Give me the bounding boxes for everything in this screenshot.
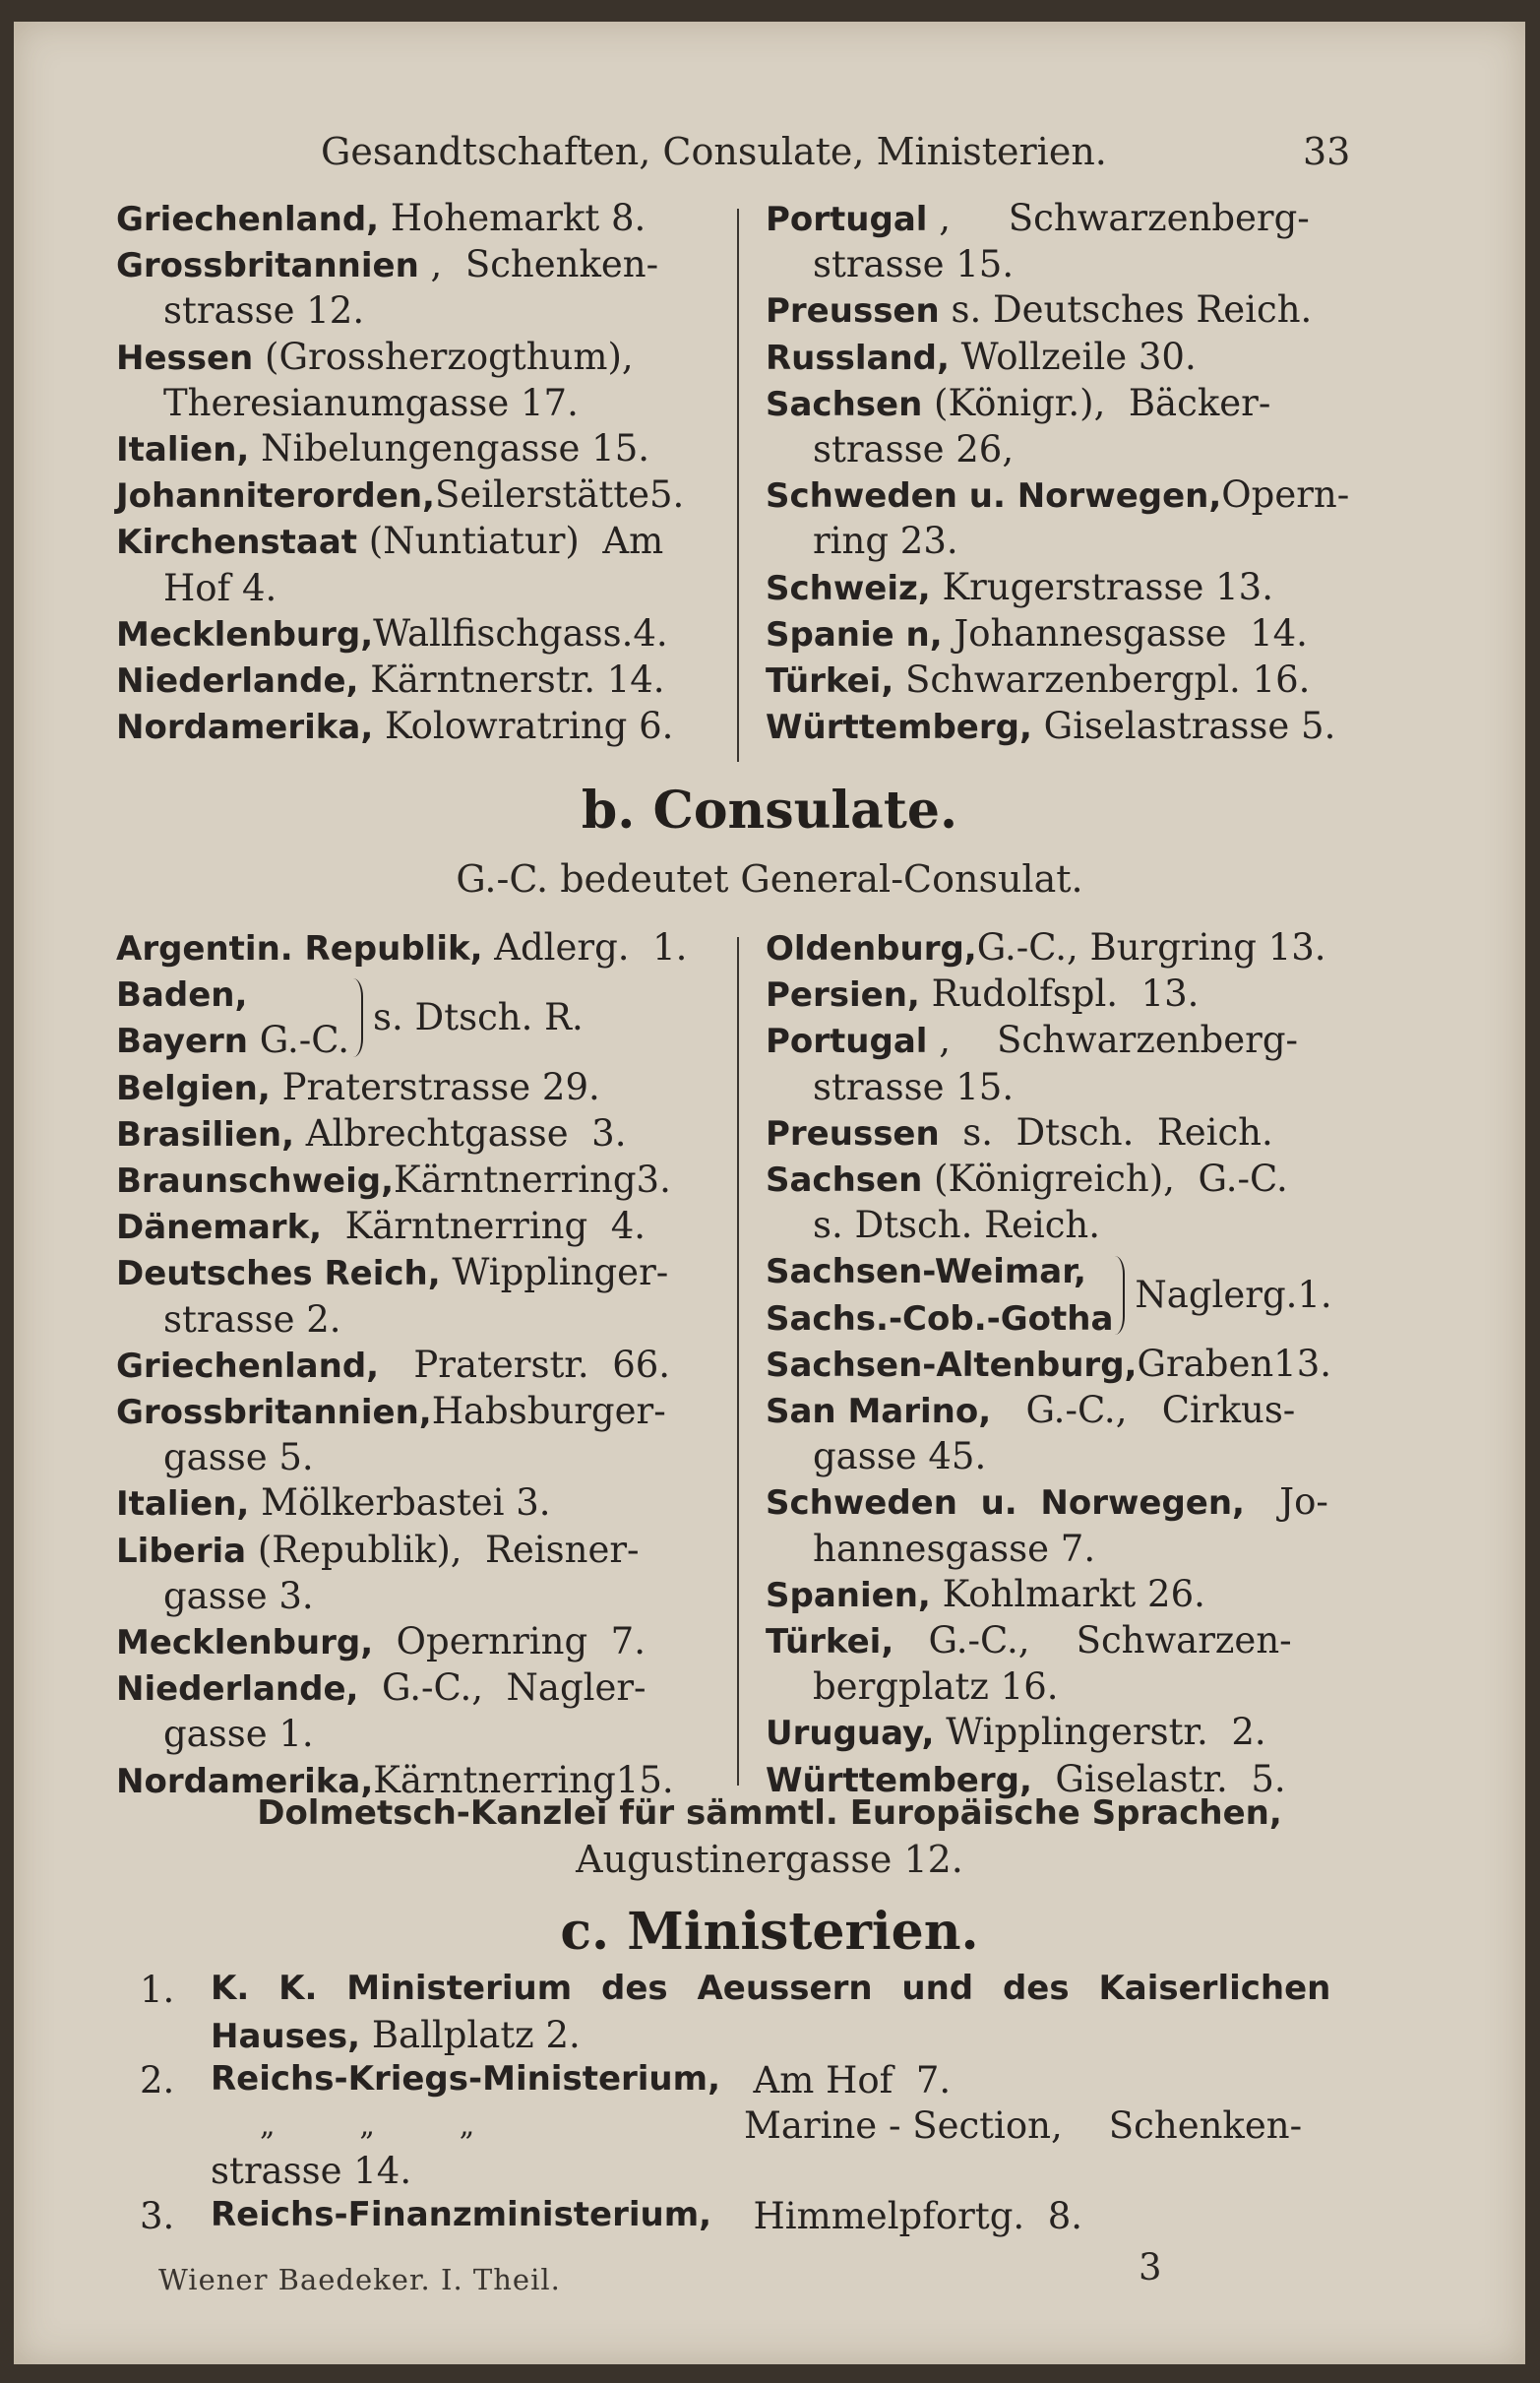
directory-entry (116, 1204, 726, 1250)
entry-name: Argentin. Republik, (116, 929, 483, 969)
directory-entry (116, 335, 726, 426)
entry-text: Johannesgasse 14. (942, 611, 1308, 655)
directory-entry (766, 925, 1376, 972)
directory-entry (116, 1065, 726, 1111)
entry-text: (Königr.), Bäcker- (922, 381, 1271, 424)
directory-entry (766, 335, 1376, 381)
entry-name: Brasilien, (116, 1114, 295, 1155)
entry-name: Württemberg, (766, 1760, 1032, 1800)
entry-text: G.-C., Cirkus- (991, 1389, 1296, 1432)
entry-name: Spanie n, (766, 614, 943, 655)
directory-entry (766, 1479, 1376, 1571)
directory-entry (766, 287, 1376, 334)
sheet-number: 3 (1139, 2246, 1162, 2289)
dolmetsch-address: Augustinergasse 12. (576, 1838, 963, 1881)
directory-entry (116, 1250, 726, 1342)
directory-entry (766, 1710, 1376, 1756)
consulate-brace-entry (766, 1248, 1332, 1341)
brace-reference: s. Dtsch. R. (373, 996, 584, 1039)
entry-text: Giselastrasse 5. (1031, 705, 1336, 748)
entry-text: Nibelungengasse 15. (249, 427, 650, 470)
directory-entry (766, 704, 1376, 750)
entry-name: Sachs.-Cob.-Gotha (766, 1298, 1114, 1339)
entry-name: Sachsen (766, 384, 923, 424)
entry-text: s. Deutsches Reich. (939, 288, 1313, 332)
entry-name: Türkei, (766, 1622, 894, 1662)
directory-entry (116, 1480, 726, 1527)
brace-reference: Naglerg.1. (1135, 1273, 1332, 1316)
entry-text: G.-C., Schwarzen- (893, 1619, 1292, 1662)
ministerium-item-continuation (211, 2014, 581, 2056)
directory-entry (766, 1388, 1376, 1479)
entry-name: Liberia (116, 1531, 247, 1571)
entry-text: Praterstr. 66. (379, 1343, 671, 1386)
directory-entry (116, 519, 726, 610)
entry-text: Adlerg. 1. (482, 926, 688, 969)
entry-text: s. Dtsch. Reich. (939, 1110, 1273, 1154)
entry-name: Belgien, (116, 1068, 271, 1108)
entry-continuation: gasse 5. (163, 1436, 314, 1479)
column-divider (737, 209, 739, 762)
entry-name: Türkei, (766, 661, 894, 702)
entry-text: Marine - Section, Schenken- (744, 2104, 1303, 2147)
entry-name: Portugal (766, 200, 928, 239)
directory-entry (766, 1618, 1376, 1710)
directory-entry (766, 658, 1376, 704)
entry-continuation: strasse 12. (163, 289, 365, 333)
directory-entry (116, 1665, 726, 1757)
entry-name: Hauses, (211, 2017, 361, 2056)
directory-entry (766, 611, 1376, 658)
entry-name: Griechenland, (116, 1346, 380, 1386)
entry-continuation: strasse 26, (813, 428, 1015, 471)
entry-name: Portugal (766, 1022, 928, 1062)
entry-name: Griechenland, (116, 200, 380, 239)
entry-text: Ballplatz 2. (360, 2014, 581, 2056)
directory-entry (116, 1389, 726, 1480)
entry-name: Reichs-Finanzministerium, (211, 2195, 712, 2234)
entry-text: Wollzeile 30. (949, 335, 1197, 378)
entry-name: Uruguay, (766, 1714, 935, 1754)
entry-name: Kirchenstaat (116, 523, 358, 563)
entry-text: Kohlmarkt 26. (930, 1572, 1205, 1615)
entry-text: Seilerstätte5. (434, 473, 685, 517)
entry-name: Italien, (116, 1484, 250, 1525)
entry-name: Mecklenburg, (116, 1623, 374, 1663)
entry-text: G.-C., Burgring 13. (976, 926, 1326, 969)
directory-entry (116, 1619, 726, 1665)
entry-name: Spanien, (766, 1575, 931, 1615)
item-number: 2. (140, 2059, 175, 2101)
directory-entry (116, 1343, 726, 1389)
page-number: 33 (1303, 130, 1351, 173)
entry-text: (Königreich), G.-C. (922, 1158, 1288, 1201)
directory-entry (116, 242, 726, 334)
entry-text: Wipplinger- (440, 1251, 669, 1294)
dolmetsch-kanzlei: Dolmetsch-Kanzlei für sämmtl. Europäische Sprachen, (257, 1793, 1282, 1833)
column-divider (737, 937, 739, 1786)
ministerium-item (140, 1969, 1370, 2011)
entry-name: Sachsen-Weimar, (766, 1252, 1086, 1292)
brace-mark (353, 978, 363, 1057)
directory-entry (766, 972, 1376, 1018)
section-title-consulate: b. Consulate. (581, 781, 958, 841)
entry-text: Kärntnerring15. (373, 1758, 674, 1801)
running-head-title: Gesandtschaften, Consulate, Ministerien. (321, 130, 1107, 173)
entry-name: Oldenburg, (766, 929, 977, 969)
entry-continuation: Theresianumgasse 17. (163, 381, 579, 424)
entry-continuation: ring 23. (813, 520, 958, 563)
directory-entry (766, 1157, 1376, 1248)
entry-name: Reichs-Kriegs-Ministerium, (211, 2059, 720, 2099)
entry-continuation: gasse 45. (813, 1435, 987, 1478)
entry-name: Württemberg, (766, 708, 1032, 748)
entry-name: Niederlande, (116, 1669, 359, 1710)
consulate-subtitle: G.-C. bedeutet General-Consulat. (456, 857, 1083, 901)
entry-text: Praterstrasse 29. (270, 1065, 600, 1108)
item-number: 3. (140, 2195, 175, 2237)
entry-text: Kolowratring 6. (373, 705, 674, 748)
entry-text: Albrechtgasse 3. (294, 1111, 627, 1155)
directory-entry (116, 611, 726, 658)
entry-text: Himmelpfortg. 8. (730, 2195, 1083, 2237)
directory-entry (116, 472, 726, 519)
directory-entry (766, 196, 1376, 287)
entry-name: Johanniterorden, (116, 476, 435, 517)
entry-name: Schweden u. Norwegen, (766, 1483, 1245, 1524)
directory-entry (766, 1572, 1376, 1618)
consulate-right-column (766, 925, 1376, 1803)
entry-text: (Republik), Reisner- (246, 1528, 640, 1571)
entry-name: Russland, (766, 338, 950, 378)
entry-text: G.-C. (248, 1019, 350, 1062)
entry-text: Kärntnerstr. 14. (358, 658, 665, 702)
entry-name: Schweden u. Norwegen, (766, 476, 1222, 517)
entry-text: Schwarzenbergpl. 16. (893, 658, 1311, 702)
entry-continuation: gasse 1. (163, 1713, 314, 1756)
book-page (14, 22, 1525, 2364)
entry-name: Grossbritannien (116, 246, 419, 286)
directory-entry (116, 704, 726, 750)
directory-entry (766, 1342, 1376, 1388)
entry-continuation: strasse 14. (211, 2150, 412, 2192)
entry-text: Rudolfspl. 13. (919, 972, 1200, 1016)
brace-mark (1115, 1256, 1125, 1335)
directory-entry (116, 1528, 726, 1619)
item-number: 1. (140, 1969, 175, 2011)
ministerium-item (140, 2195, 1083, 2237)
entry-text: Am Hof 7. (730, 2059, 952, 2101)
directory-entry (116, 925, 726, 972)
entry-name: Persien, (766, 975, 920, 1016)
entry-continuation: Hof 4. (163, 566, 277, 609)
ditto-marks: „ „ „ (260, 2108, 475, 2143)
signature-mark: Wiener Baedeker. I. Theil. (158, 2263, 561, 2296)
directory-entry (766, 1110, 1376, 1157)
entry-text: Krugerstrasse 13. (930, 565, 1273, 608)
entry-continuation: hannesgasse 7. (813, 1527, 1096, 1570)
entry-name: Nordamerika, (116, 1761, 374, 1801)
entry-text: Hohemarkt 8. (379, 197, 647, 239)
directory-entry (116, 658, 726, 704)
entry-text: Giselastr. 5. (1031, 1757, 1286, 1800)
entry-text: Opern- (1221, 473, 1350, 517)
entry-text: Wallfischgass.4. (373, 611, 668, 655)
entry-name: Hessen (116, 338, 254, 378)
entry-name: Grossbritannien, (116, 1393, 432, 1433)
entry-continuation: bergplatz 16. (813, 1665, 1059, 1709)
entry-name: Mecklenburg, (116, 614, 374, 655)
entry-name: Preussen (766, 1113, 940, 1154)
entry-name: Bayern (116, 1022, 249, 1062)
entry-name: Dänemark, (116, 1208, 323, 1248)
entry-text: G.-C., Nagler- (358, 1666, 647, 1710)
entry-name: San Marino, (766, 1392, 992, 1432)
directory-entry (766, 1018, 1376, 1109)
gesandtschaften-left-column (116, 196, 726, 750)
entry-text: (Nuntiatur) Am (357, 520, 664, 563)
entry-text: Graben13. (1137, 1342, 1332, 1385)
directory-entry (766, 565, 1376, 611)
consulate-brace-entry (116, 972, 584, 1064)
directory-entry (116, 1158, 726, 1204)
entry-continuation: strasse 2. (163, 1297, 341, 1341)
section-title-ministerien: c. Ministerien. (560, 1902, 979, 1962)
entry-text: Kärntnerring 4. (322, 1205, 646, 1248)
directory-entry (116, 1111, 726, 1158)
entry-continuation: s. Dtsch. Reich. (813, 1204, 1101, 1247)
entry-name: Baden, (116, 975, 248, 1016)
entry-name: Sachsen-Altenburg, (766, 1345, 1138, 1385)
entry-continuation: strasse 15. (813, 1065, 1015, 1108)
entry-text: , Schenken- (418, 243, 659, 286)
entry-text: (Grossherzogthum), (253, 335, 634, 378)
directory-entry (766, 381, 1376, 472)
entry-text: , Schwarzenberg- (927, 197, 1310, 239)
directory-entry (766, 472, 1376, 564)
gesandtschaften-right-column (766, 196, 1376, 750)
directory-entry (116, 426, 726, 472)
entry-name: Braunschweig, (116, 1161, 395, 1202)
entry-name: Deutsches Reich, (116, 1254, 441, 1294)
consulate-left-column (116, 925, 726, 1804)
entry-text: Opernring 7. (373, 1620, 646, 1663)
entry-name: Niederlande, (116, 661, 359, 702)
entry-text: Kärntnerring3. (394, 1159, 671, 1202)
entry-continuation: strasse 15. (813, 243, 1015, 286)
entry-text: Habsburger- (431, 1390, 666, 1433)
entry-text: Jo- (1244, 1480, 1328, 1524)
entry-text: Mölkerbastei 3. (249, 1481, 551, 1525)
entry-continuation: gasse 3. (163, 1574, 314, 1617)
entry-name: Schweiz, (766, 568, 931, 608)
entry-name: K. K. Ministerium des Aeussern und des Kaiserlichen (211, 1969, 1331, 2008)
entry-name: Preussen (766, 291, 940, 332)
ministerium-item (140, 2059, 952, 2101)
directory-entry (116, 196, 726, 242)
entry-text: Wipplingerstr. 2. (934, 1711, 1266, 1754)
entry-name: Italien, (116, 430, 250, 470)
entry-text: , Schwarzenberg- (927, 1019, 1299, 1062)
entry-name: Nordamerika, (116, 708, 374, 748)
entry-name: Sachsen (766, 1160, 923, 1201)
